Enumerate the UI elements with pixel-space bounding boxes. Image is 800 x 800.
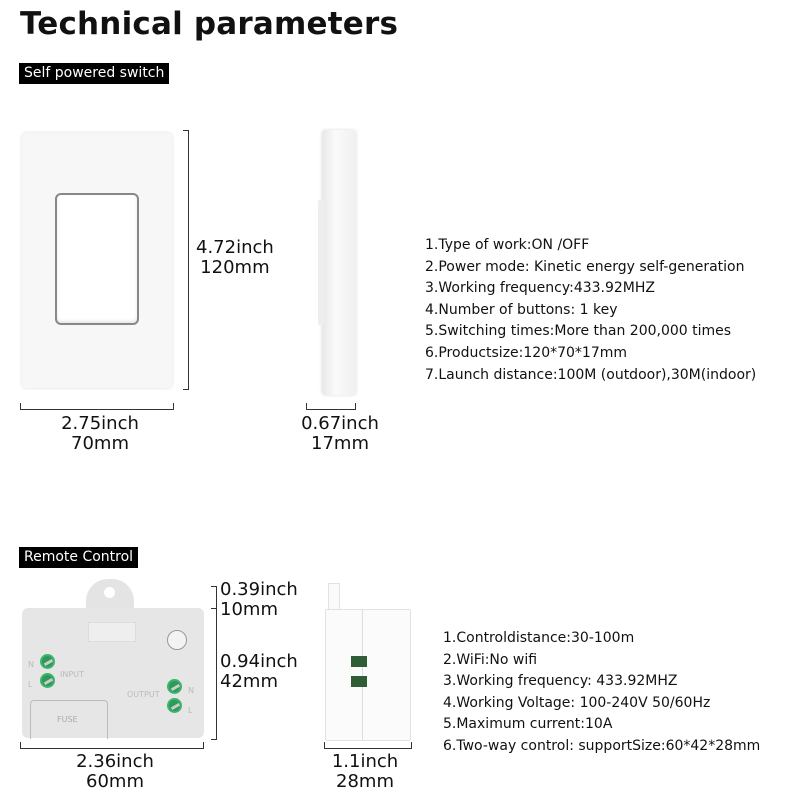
fuse-label: FUSE [57, 715, 78, 724]
remote-tab-inch: 0.39inch [220, 579, 298, 600]
remote-depth-bracket [324, 742, 412, 749]
switch-depth-bracket [306, 403, 356, 410]
spec-item: 5.Switching times:More than 200,000 times [425, 323, 732, 340]
output-n-label: N [188, 686, 194, 695]
remote-side-seam [362, 610, 363, 740]
switch-width-mm: 70mm [71, 433, 129, 454]
switch-depth-inch: 0.67inch [301, 413, 379, 434]
remote-depth-dimension [315, 752, 415, 792]
switch-height-dimension [196, 238, 274, 278]
terminal-n-label: N [28, 660, 34, 669]
switch-height-mm: 120mm [200, 257, 270, 278]
remote-tab-mm: 10mm [220, 599, 278, 620]
switch-section-tag: Self powered switch [19, 63, 169, 84]
output-l-label: L [188, 706, 193, 715]
switch-depth-mm: 17mm [311, 433, 369, 454]
switch-spec-list [425, 235, 756, 386]
terminal-slot [351, 676, 367, 687]
screw-icon [167, 698, 182, 713]
mounting-hole [104, 587, 115, 598]
remote-section-tag: Remote Control [19, 547, 138, 568]
terminal-slot [351, 656, 367, 667]
spec-item: 5.Maximum current:10A [443, 716, 613, 733]
remote-front-image [22, 608, 204, 738]
spec-item: 1.Type of work:ON /OFF [425, 237, 590, 253]
switch-depth-dimension [290, 414, 390, 454]
switch-width-dimension [45, 414, 155, 454]
screw-icon [40, 673, 55, 688]
switch-rocker [55, 193, 139, 325]
page-title: Technical parameters [20, 6, 399, 42]
terminal-l-label: L [28, 680, 33, 689]
spec-item: 6.Two-way control: supportSize:60*42*28mm [443, 737, 761, 754]
switch-height-bracket [183, 130, 189, 390]
spec-item: 2.Power mode: Kinetic energy self-generation [425, 258, 745, 275]
spec-item: 1.Controldistance:30-100m [443, 630, 635, 646]
spec-item: 3.Working frequency:433.92MHZ [425, 280, 656, 297]
remote-width-inch: 2.36inch [76, 751, 154, 772]
remote-pair-button [167, 630, 187, 650]
remote-width-dimension [60, 752, 170, 792]
remote-depth-inch: 1.1inch [331, 751, 399, 772]
spec-item: 2.WiFi:No wifi [443, 651, 538, 668]
spec-item: 4.Number of buttons: 1 key [425, 301, 618, 318]
output-label: OUTPUT [127, 690, 160, 699]
remote-side-image [325, 609, 411, 741]
spec-item: 4.Working Voltage: 100-240V 50/60Hz [443, 694, 711, 711]
switch-side-image [322, 130, 356, 395]
switch-side-rocker [318, 200, 324, 325]
screw-icon [40, 654, 55, 669]
remote-depth-mm: 28mm [336, 771, 394, 792]
switch-width-inch: 2.75inch [61, 413, 139, 434]
remote-height-bracket [211, 608, 217, 740]
spec-item: 6.Productsize:120*70*17mm [425, 344, 628, 361]
remote-width-bracket [20, 742, 204, 749]
remote-tab-dimension [220, 580, 298, 620]
remote-height-mm: 42mm [220, 671, 278, 692]
screw-icon [167, 679, 182, 694]
spec-item: 7.Launch distance:100M (outdoor),30M(indoor) [425, 366, 757, 383]
remote-width-mm: 60mm [86, 771, 144, 792]
input-label: INPUT [60, 670, 84, 679]
fuse-cover [30, 700, 108, 739]
remote-label-window [88, 622, 136, 642]
spec-item: 3.Working frequency: 433.92MHZ [443, 673, 678, 690]
remote-tab-bracket [211, 586, 217, 609]
remote-spec-list [443, 628, 760, 758]
switch-front-image [22, 133, 172, 388]
switch-width-bracket [20, 403, 174, 410]
remote-height-inch: 0.94inch [220, 651, 298, 672]
switch-height-inch: 4.72inch [196, 237, 274, 258]
remote-height-dimension [220, 652, 298, 692]
